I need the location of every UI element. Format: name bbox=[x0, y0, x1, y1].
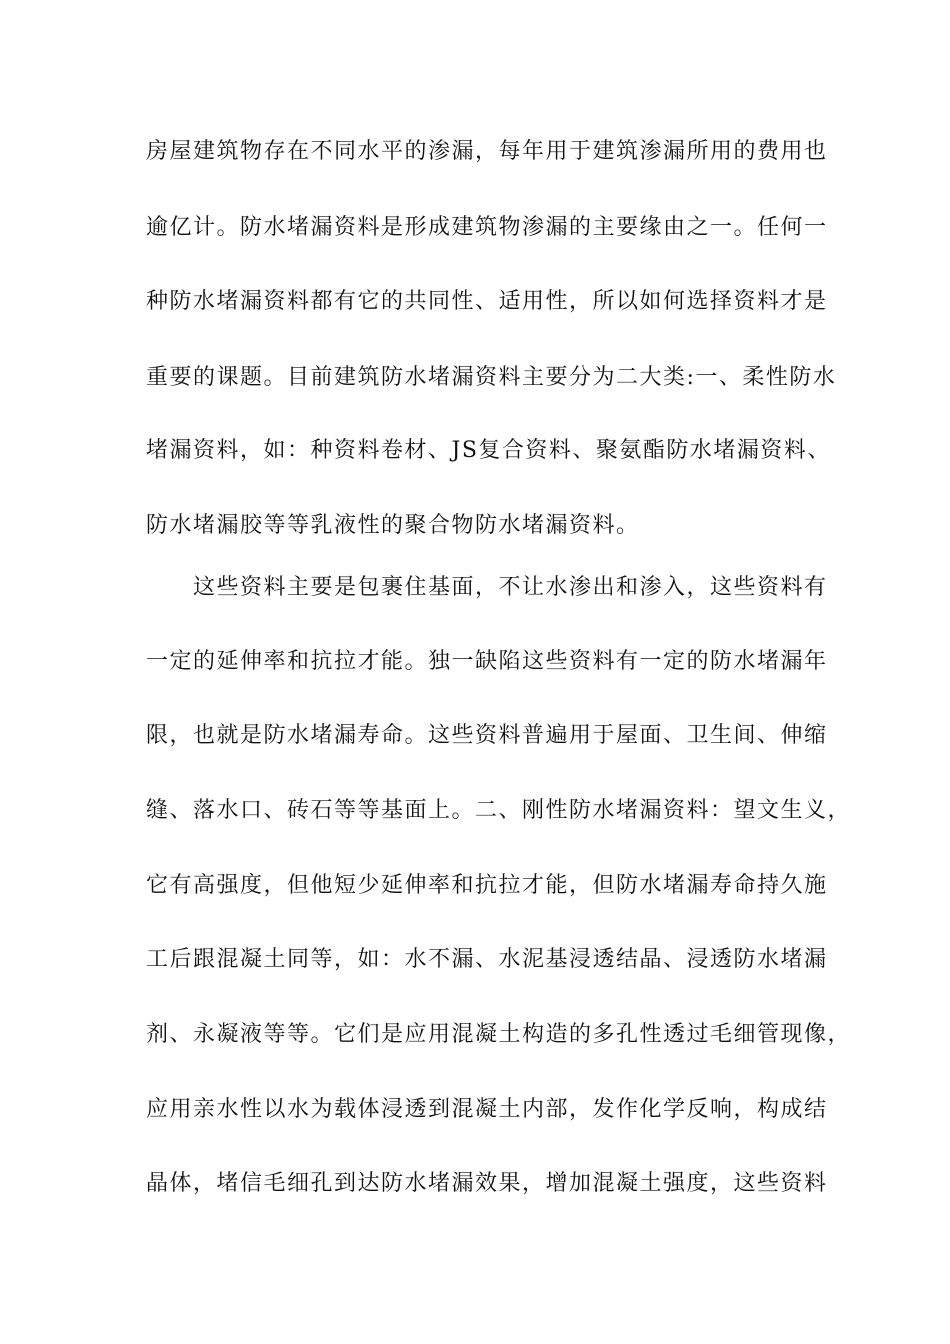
text-line: 重要的课题。目前建筑防水堵漏资料主要分为二大类:一、柔性防水 bbox=[146, 365, 837, 390]
text-line: 缝、落水口、砖石等等基面上。二、刚性防水堵漏资料：望文生义， bbox=[146, 798, 852, 823]
text-line: 限，也就是防水堵漏寿命。这些资料普遍用于屋面、卫生间、伸缩 bbox=[146, 723, 828, 748]
text-line: 它有高强度，但他短少延伸率和抗拉才能，但防水堵漏寿命持久施 bbox=[146, 873, 828, 898]
text-line: 工后跟混凝土同等，如：水不漏、水泥基浸透结晶、浸透防水堵漏 bbox=[146, 947, 828, 972]
text-line: 堵漏资料，如：种资料卷材、JS复合资料、聚氨酯防水堵漏资料、 bbox=[146, 438, 831, 463]
text-line: 剂、永凝液等等。它们是应用混凝土构造的多孔性透过毛细管现像， bbox=[146, 1022, 852, 1047]
text-line: 防水堵漏胶等等乳液性的聚合物防水堵漏资料。 bbox=[146, 513, 640, 538]
text-line: 应用亲水性以水为载体浸透到混凝土内部，发作化学反响，构成结 bbox=[146, 1097, 828, 1122]
text-line: 逾亿计。防水堵漏资料是形成建筑物渗漏的主要缘由之一。任何一 bbox=[146, 215, 828, 240]
text-line: 房屋建筑物存在不同水平的渗漏，每年用于建筑渗漏所用的费用也 bbox=[146, 139, 828, 164]
text-line: 这些资料主要是包裹住基面，不让水渗出和渗入，这些资料有 bbox=[193, 575, 828, 600]
text-line: 种防水堵漏资料都有它的共同性、适用性，所以如何选择资料才是 bbox=[146, 289, 828, 314]
text-line: 晶体，堵信毛细孔到达防水堵漏效果，增加混凝土强度，这些资料 bbox=[146, 1171, 828, 1196]
text-line: 一定的延伸率和抗拉才能。独一缺陷这些资料有一定的防水堵漏年 bbox=[146, 649, 828, 674]
